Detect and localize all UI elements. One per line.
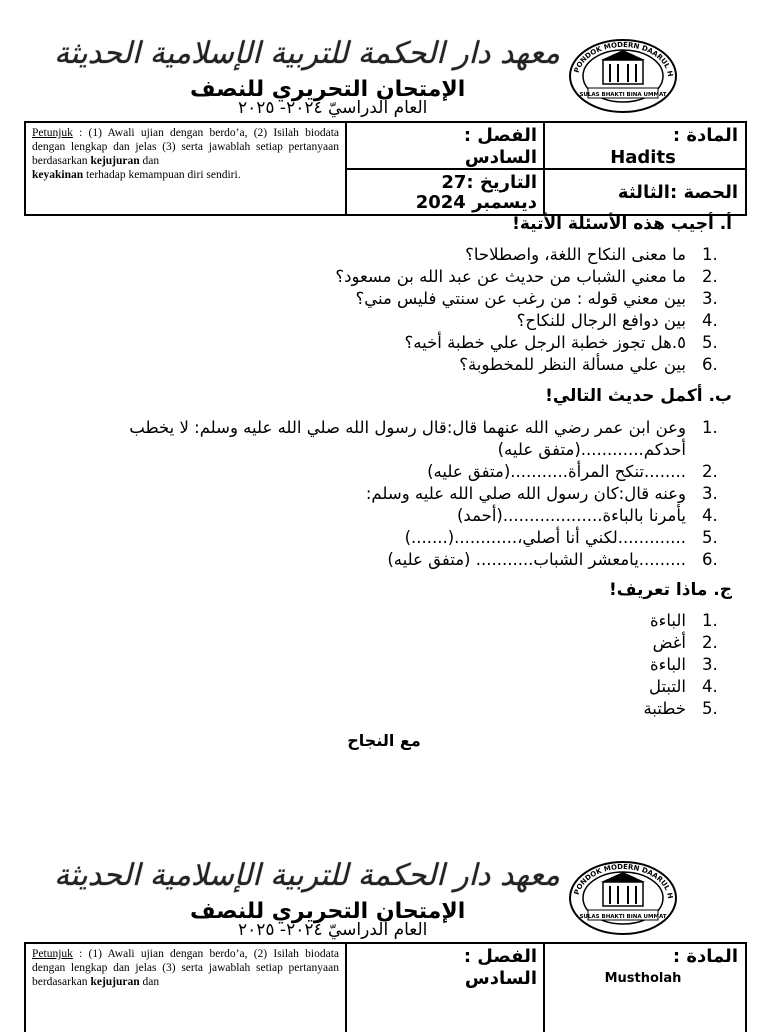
question-item: 4. يأمرنا بالباءة...................(أحمد) [457, 506, 718, 525]
instructions-connector: dan [139, 155, 160, 167]
school-logo-2 [568, 860, 678, 936]
question-item: 2. ما معني الشباب من حديث عن عبد الله بن مسعود؟ [335, 267, 718, 286]
question-item: 5. خطتبة [643, 699, 718, 718]
question-item: 6. بين علي مسألة النظر للمخطوبة؟ [459, 355, 718, 374]
logo-ring-text: PONDOK MODERN DAARUL H [572, 40, 675, 78]
section-a-heading: أ. أجيب هذه الأسئلة الأتية! [512, 214, 732, 234]
exam-instructions-2 [32, 947, 339, 989]
instructions-emphasis-confidence: keyakinan [32, 169, 84, 181]
academic-year: العام الدراسيّ ٢٠٢٤- ٢٠٢٥ [238, 98, 428, 118]
section-c-questions [432, 610, 732, 720]
question-item: 4. التبتل [648, 677, 718, 696]
question-item: 2. ........تنكح المرأة...........(متفق عليه) [427, 462, 718, 481]
subject-value: Hadits [610, 147, 676, 168]
question-item: 5. ٥.هل تجوز خطبة الرجل علي خطبة أخيه؟ [404, 333, 718, 352]
question-item: 2. أغض [652, 633, 718, 652]
institution-calligraphy: معهد دار الحكمة للتربية الإسلامية الحديثة [54, 36, 560, 71]
subject-label: المادة : [672, 125, 738, 146]
section-c-heading: ج. ماذا تعريف! [609, 580, 732, 600]
instructions-connector: dan [139, 976, 160, 988]
instructions-text: : (1) Awali ujian dengan berdo’a, (2) Isilah biodata dengan lengkap dan jelas (3) serta jawablah setiap pertanyaan berdasarkan [32, 127, 339, 167]
date-value: ديسمبر 2024 [415, 192, 537, 213]
logo-banner-text: SULAS BHAKTI BINA UMMAT [579, 914, 667, 920]
instructions-text-end: terhadap kemampuan diri sendiri. [83, 169, 241, 181]
closing-wish: مع النجاح [347, 731, 421, 750]
question-item: 4. بين دوافع الرجال للنكاح؟ [516, 311, 718, 330]
section-b-questions [32, 417, 732, 571]
exam-title-2: الإمتحان التحريري للنصف [190, 899, 466, 924]
subject-field [548, 126, 738, 168]
section-a-questions [32, 244, 732, 376]
class-value: السادس [464, 968, 537, 989]
question-item: 3. وعنه قال:كان رسول الله صلي الله عليه وسلم: [365, 484, 718, 503]
subject-field-2 [548, 947, 738, 989]
date-field [349, 173, 537, 213]
question-item: 5. .............لكني أنا أصلي،............(.......) [404, 528, 718, 547]
academic-year-2: العام الدراسيّ ٢٠٢٤- ٢٠٢٥ [238, 920, 428, 940]
instructions-text: : (1) Awali ujian dengan berdo’a, (2) Isilah biodata dengan lengkap dan jelas (3) serta jawablah setiap pertanyaan berdasarkan [32, 948, 339, 988]
class-label: الفصل : [463, 946, 537, 967]
question-item: 3. بين معني قوله : من رغب عن سنتي فليس مني؟ [355, 289, 718, 308]
exam-title: الإمتحان التحريري للنصف [190, 77, 466, 102]
instructions-label: Petunjuk [32, 127, 73, 139]
subject-label: المادة : [672, 946, 738, 967]
instructions-emphasis-honesty: kejujuran [90, 976, 140, 988]
exam-info-table [24, 121, 747, 216]
instructions-emphasis-honesty: kejujuran [90, 155, 140, 167]
school-logo [568, 38, 678, 114]
question-item: 6. .........يامعشر الشباب........... (متفق عليه) [387, 550, 718, 569]
logo-banner-text: SULAS BHAKTI BINA UMMAT [579, 92, 667, 98]
class-label: الفصل : [463, 125, 537, 146]
institution-calligraphy-2: معهد دار الحكمة للتربية الإسلامية الحديثة [54, 858, 560, 893]
question-item: 1. ما معنى النكاح اللغة، واصطلاحا؟ [465, 245, 718, 264]
instructions-label: Petunjuk [32, 948, 73, 960]
class-field-2 [349, 947, 537, 989]
class-field [349, 126, 537, 168]
class-value: السادس [464, 147, 537, 168]
subject-value: Mustholah [604, 971, 682, 986]
question-item: 3. الباءة [649, 655, 718, 674]
logo-ring-text: PONDOK MODERN DAARUL H [572, 862, 675, 900]
date-label: التاريخ :27 [441, 172, 537, 193]
exam-info-table-2 [24, 942, 747, 1032]
section-b-heading: ب. أكمل حديث التالي! [545, 386, 732, 406]
session-label: الحصة :الثالثة [617, 182, 738, 203]
exam-instructions [32, 126, 339, 182]
question-item: 1. وعن ابن عمر رضي الله عنهما قال:قال رسول الله صلي الله عليه وسلم: لا يخطب أحدكم............(متفق عليه) [129, 418, 718, 459]
session-field [548, 183, 738, 203]
question-item: 1. الباءة [649, 611, 718, 630]
